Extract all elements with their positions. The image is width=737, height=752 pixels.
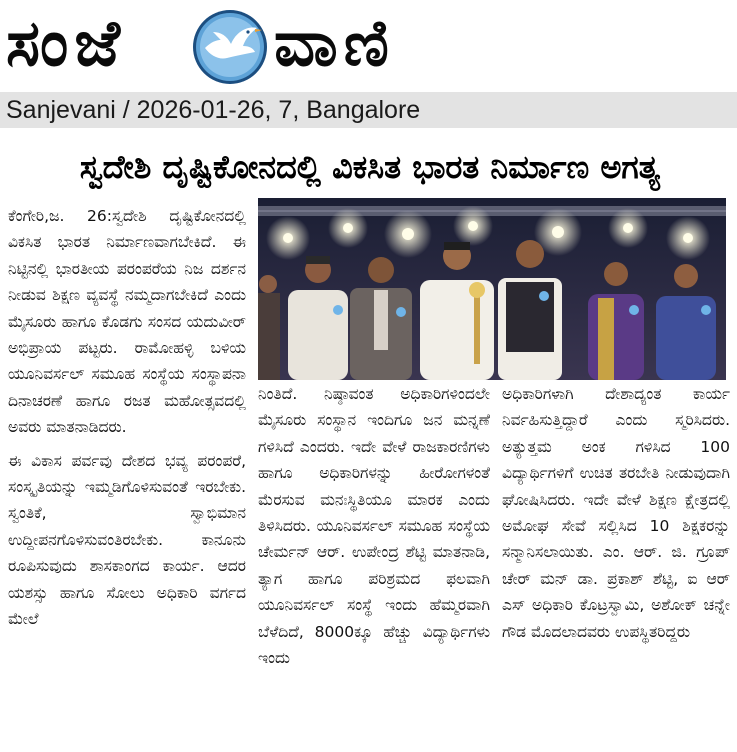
- article-column-3: [502, 381, 730, 749]
- masthead-name-left: ಸಂಜೆ: [6, 7, 126, 81]
- article-column-2: [258, 381, 490, 749]
- column-1-paragraph-2: ಈ ವಿಕಾಸ ಪರ್ವವು ದೇಶದ ಭವ್ಯ ಪರಂಪರೆ, ಸಂಸ್ಕೃತಿಯನ್ನು ಇಮ್ಮಡಿಗೊಳಿಸುವಂತೆ ಇರಬೇಕು. ಸ್ವಂತಿಕೆ, ಸ್ವಾಭಿಮಾನ ಉದ್ದೀಪನಗೊಳಿಸುವಂತಿರಬೇಕು. ಕಾನೂನು ರೂಪಿಸುವುದು ಶಾಸಕಾಂಗದ ಕಾರ್ಯ. ಆದರ ಯಶಸ್ಸು ಹಾಗೂ ಸೋಲು ಅಧಿಕಾರಿ ವರ್ಗದ ಮೇಲೆ: [8, 451, 246, 629]
- dove-emblem-icon: [191, 8, 269, 86]
- masthead: [0, 0, 737, 90]
- article-column-1: [8, 203, 246, 749]
- column-3-paragraph-1: ಅಧಿಕಾರಿಗಳಾಗಿ ದೇಶಾದ್ಯಂತ ಕಾರ್ಯ ನಿರ್ವಹಿಸುತ್ತಿದ್ದಾರೆ ಎಂದು ಸ್ಮರಿಸಿದರು. ಅತ್ಯುತ್ತಮ ಅಂಕ ಗಳಿಸಿದ 100 ವಿದ್ಯಾರ್ಥಿಗಳಿಗೆ ಉಚಿತ ತರಬೇತಿ ನೀಡುವುದಾಗಿ ಘೋಷಿಸಿದರು. ಇದೇ ವೇಳೆ ಶಿಕ್ಷಣ ಕ್ಷೇತ್ರದಲ್ಲಿ ಅಮೋಘ ಸೇವೆ ಸಲ್ಲಿಸಿದ 10 ಶಿಕ್ಷಕರನ್ನು ಸನ್ಮಾನಿಸಲಾಯಿತು. ಎಂ. ಆರ್. ಜಿ. ಗ್ರೂಪ್ ಚೇರ್ ಮನ್ ಡಾ. ಪ್ರಕಾಶ್ ಶೆಟ್ಟಿ, ಐ ಆರ್ ಎಸ್ ಅಧಿಕಾರಿ ಕೊಟ್ರಸ್ವಾಮಿ, ಅಶೋಕ್ ಚನ್ನೇ ಗೌಡ ಮೊದಲಾದವರು ಉಪಸ್ಥಿತರಿದ್ದರು: [502, 385, 730, 641]
- masthead-name-right: ವಾಣಿ: [274, 7, 395, 81]
- column-1-paragraph-1: ಕೆಂಗೇರಿ,ಜ. 26:ಸ್ವದೇಶಿ ದೃಷ್ಟಿಕೋನದಲ್ಲಿ ವಿಕಸಿತ ಭಾರತ ನಿರ್ಮಾಣವಾಗಬೇಕಿದೆ. ಈ ನಿಟ್ಟಿನಲ್ಲಿ ಭಾರತೀಯ ಪರಂಪರೆಯ ನಿಜ ದರ್ಶನ ನೀಡುವ ಶಿಕ್ಷಣ ವ್ಯವಸ್ಥೆ ನಮ್ಮದಾಗಬೇಕಿದೆ ಎಂದು ಮೈಸೂರು ಹಾಗೂ ಕೊಡಗು ಸಂಸದ ಯದುವೀರ್ ಅಭಿಪ್ರಾಯ ಪಟ್ಟರು. ರಾಮೋಹಳ್ಳಿ ಬಳಿಯ ಯೂನಿವರ್ಸಲ್ ಸಮೂಹ ಸಂಸ್ಥೆಯ ಸಂಸ್ಥಾಪನಾ ದಿನಾಚರಣೆ ಹಾಗೂ ರಜತ ಮಹೋತ್ಸವದಲ್ಲಿ ಅವರು ಮಾತನಾಡಿದರು.: [8, 207, 246, 437]
- column-2-paragraph-1: ನಿಂತಿದೆ. ನಿಷ್ಠಾವಂತ ಅಧಿಕಾರಿಗಳಿಂದಲೇ ಮೈಸೂರು ಸಂಸ್ಥಾನ ಇಂದಿಗೂ ಜನ ಮನ್ನಣೆ ಗಳಿಸಿದೆ ಎಂದರು. ಇದೇ ವೇಳೆ ರಾಜಕಾರಣಿಗಳು ಹಾಗೂ ಅಧಿಕಾರಿಗಳನ್ನು ಹೀರೋಗಳಂತೆ ಮೆರಸುವ ಮನಃಸ್ಥಿತಿಯೂ ಮಾರಕ ಎಂದು ತಿಳಿಸಿದರು. ಯೂನಿವರ್ಸಲ್ ಸಮೂಹ ಸಂಸ್ಥೆಯ ಚೇರ್ಮನ್ ಆರ್. ಉಪೇಂದ್ರ ಶೆಟ್ಟಿ ಮಾತನಾಡಿ, ತ್ಯಾಗ ಹಾಗೂ ಪರಿಶ್ರಮದ ಫಲವಾಗಿ ಯೂನಿವರ್ಸಲ್ ಸಂಸ್ಥೆ ಇಂದು ಹೆಮ್ಮರವಾಗಿ ಬೆಳೆದಿದೆ, 8000ಕ್ಕೂ ಹೆಚ್ಚು ವಿದ್ಯಾರ್ಥಿಗಳು ಇಂದು: [258, 385, 490, 668]
- event-stage-photo: [258, 198, 726, 380]
- dateline-bar: [0, 92, 737, 128]
- article-headline: ಸ್ವದೇಶಿ ದೃಷ್ಟಿಕೋನದಲ್ಲಿ ವಿಕಸಿತ ಭಾರತ ನಿರ್ಮಾಣ ಅಗತ್ಯ: [79, 148, 661, 186]
- dateline-text: Sanjevani / 2026-01-26, 7, Bangalore: [6, 96, 421, 124]
